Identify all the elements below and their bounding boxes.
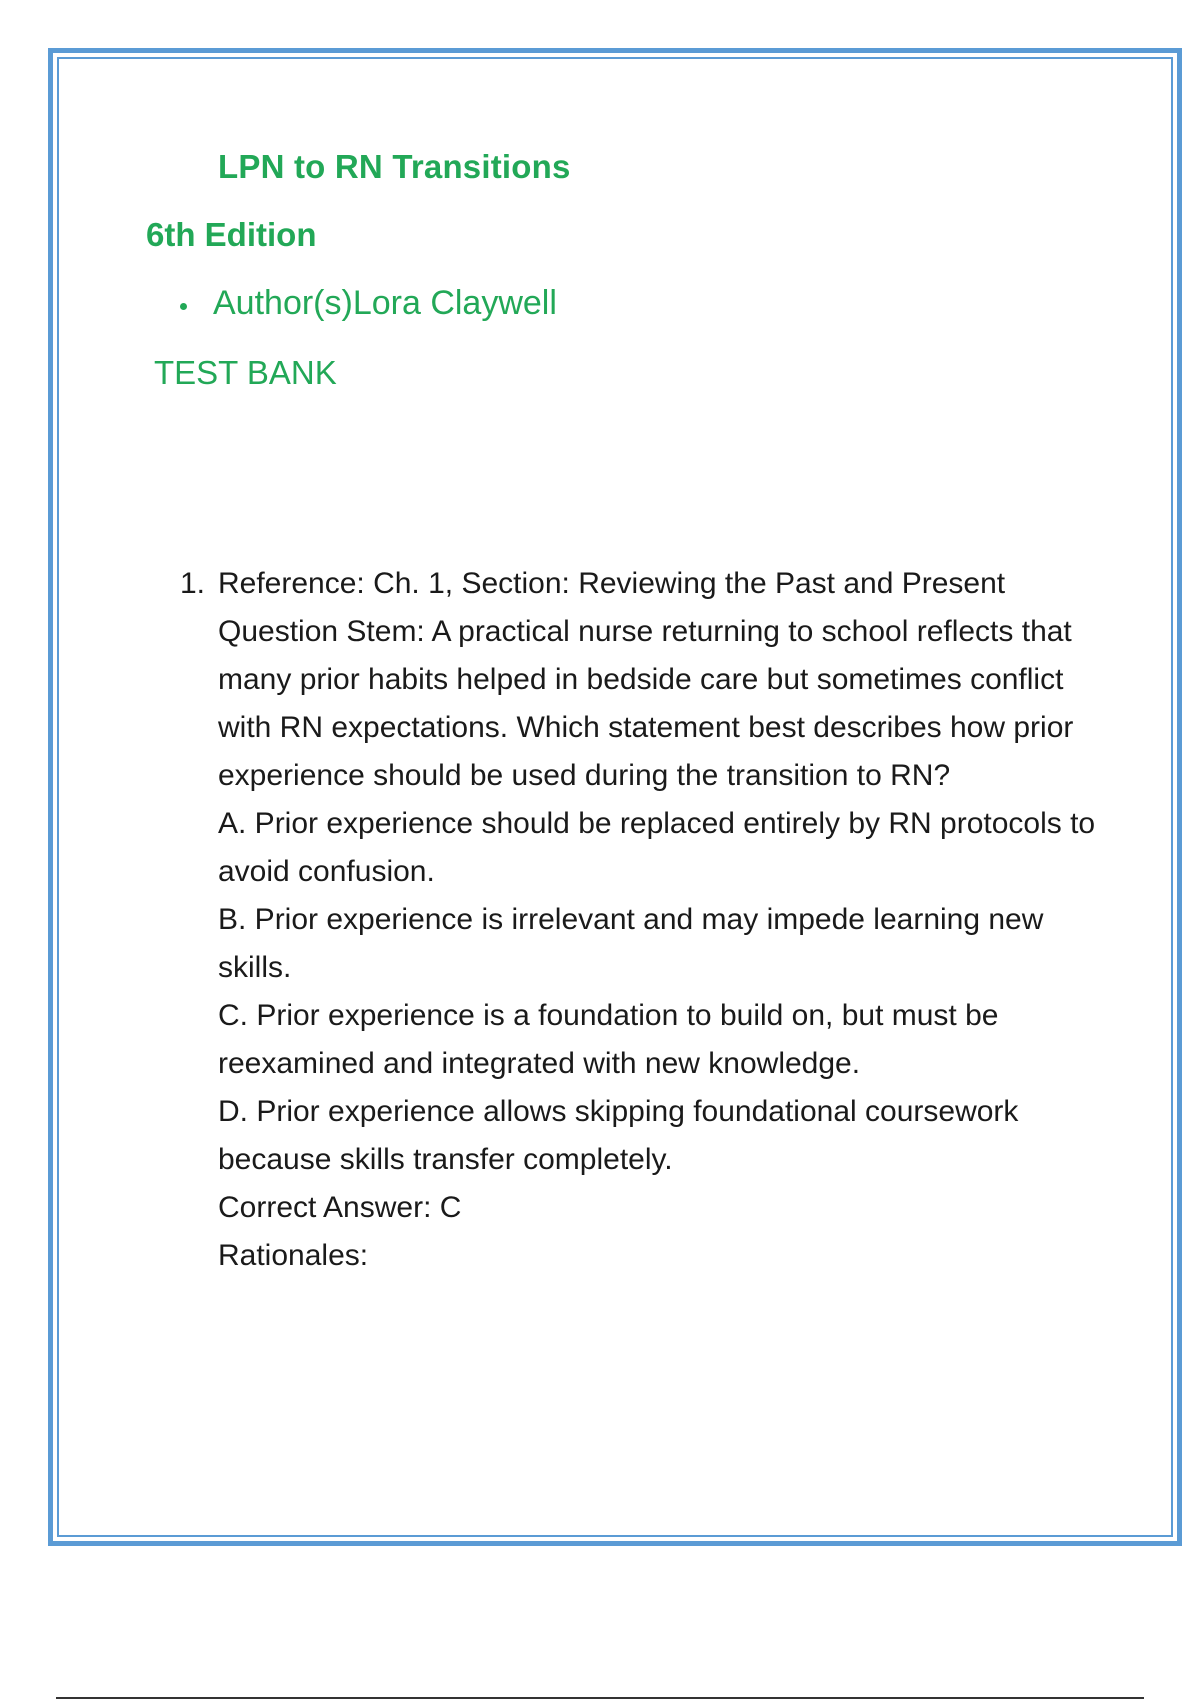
bottom-divider [56,1697,1144,1699]
answer-option-a: A. Prior experience should be replaced entirely by RN protocols to avoid confusion. [218,807,1096,888]
answer-option-b: B. Prior experience is irrelevant and may impede learning new skills. [218,903,1044,984]
edition-label: 6th Edition [146,216,317,253]
question-block [180,560,1100,1280]
question-number: 1. [180,567,206,600]
correct-answer: Correct Answer: C [218,1191,462,1224]
rationales-label: Rationales: [218,1239,369,1272]
author-list-item [180,284,557,323]
book-title: LPN to RN Transitions [218,148,571,185]
question-stem: Question Stem: A practical nurse returning to school reflects that many prior habits helped in bedside care but sometimes conflict with RN expectations. Which statement best describes how prior experience should be used during the transition to RN? [218,615,1074,792]
bullet-icon [180,303,187,310]
test-bank-label: TEST BANK [154,354,337,391]
author-text: Author(s)Lora Claywell [213,284,557,322]
answer-option-c: C. Prior experience is a foundation to build on, but must be reexamined and integrated with new knowledge. [218,999,999,1080]
answer-option-d: D. Prior experience allows skipping foundational coursework because skills transfer completely. [218,1095,1019,1176]
question-reference: Reference: Ch. 1, Section: Reviewing the Past and Present [218,567,1006,600]
